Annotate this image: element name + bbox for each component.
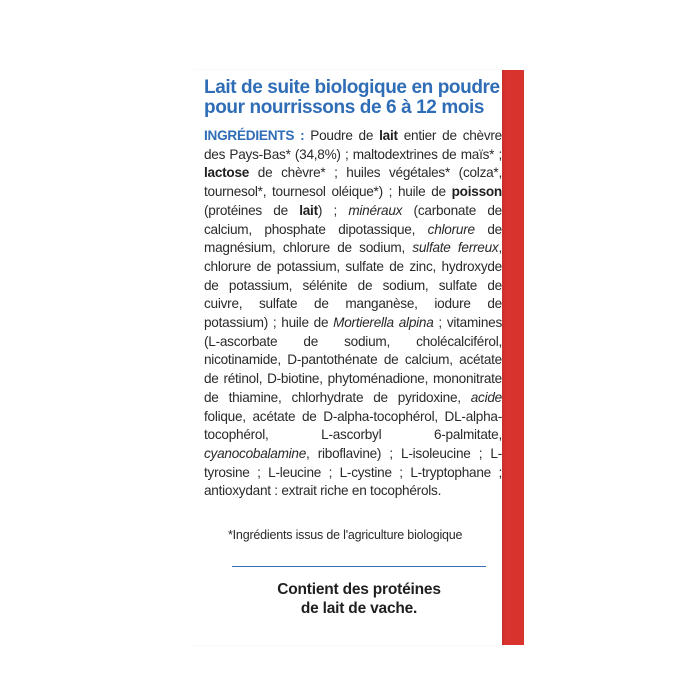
divider-line <box>232 566 486 567</box>
ingredient-segment: poisson <box>451 184 502 200</box>
ingredient-segment: folique, acétate de D-alpha-tocophérol, DL-alpha-tocophérol, L-ascorbyl 6-palmitate, <box>204 408 502 443</box>
ingredient-segment: Poudre de <box>304 128 380 143</box>
ingredient-segment: , chlorure de potassium, sulfate de zinc, hydroxyde de potassium, sélénite de sodium, sulfate de cuivre, sulfate de manganèse, iodure de potassium) ; huile de <box>204 240 502 331</box>
ingredient-segment: ) ; <box>317 202 349 218</box>
ingredient-segment: , riboflavine) ; L-isoleucine ; L-tyrosine ; L-leucine ; L-cystine ; L-tryptophane ; antioxydant : extrait riche en tocophérols. <box>204 445 502 499</box>
ingredient-segment: lait <box>299 202 318 218</box>
ingredient-segment: Mortierella alpina <box>333 315 434 331</box>
ingredient-segment: (protéines de <box>204 202 300 218</box>
ingredient-segment: chlorure <box>427 221 475 237</box>
ingredient-segment: minéraux <box>348 202 403 218</box>
ingredients-list <box>204 128 502 498</box>
product-title-line-1: Lait de suite biologique en poudre <box>204 77 500 98</box>
product-title <box>204 78 504 118</box>
ingredient-segment: entier de chèvre des Pays-Bas* (34,8%) ; maltodextrines de maïs* ; <box>204 128 502 162</box>
allergen-notice <box>230 580 488 618</box>
ingredient-segment: de chèvre* ; huiles végétales* (colza*, tournesol*, tournesol oléique*) ; huile de <box>204 165 502 200</box>
ingredient-segment: acide <box>470 389 502 405</box>
ingredient-segment: cyanocobalamine <box>204 445 307 461</box>
ingredient-segment: ; vitamines (L-ascorbate de sodium, cholécalciférol, nicotinamide, D-pantothénate de calcium, acétate de rétinol, D-biotine, phytoménadione, mononitrate de thiamine, chlorhydrate de pyridoxine, <box>204 315 502 405</box>
allergen-notice-line-1: Contient des protéines <box>277 581 441 598</box>
ingredients-heading: INGRÉDIENTS : <box>204 128 305 143</box>
organic-footnote: *Ingrédients issus de l'agriculture biologique <box>228 528 463 542</box>
ingredient-segment: de magnésium, chlorure de sodium, <box>204 221 502 256</box>
ingredient-segment: sulfate ferreux <box>412 240 499 256</box>
ingredients-text <box>204 127 502 501</box>
product-title-line-2: pour nourrissons de 6 à 12 mois <box>204 97 485 118</box>
ingredient-segment: (carbonate de calcium, phosphate dipotassique, <box>204 202 502 237</box>
ingredient-segment: lait <box>379 128 398 143</box>
ingredient-segment: lactose <box>204 165 250 181</box>
allergen-notice-line-2: de lait de vache. <box>300 600 418 617</box>
